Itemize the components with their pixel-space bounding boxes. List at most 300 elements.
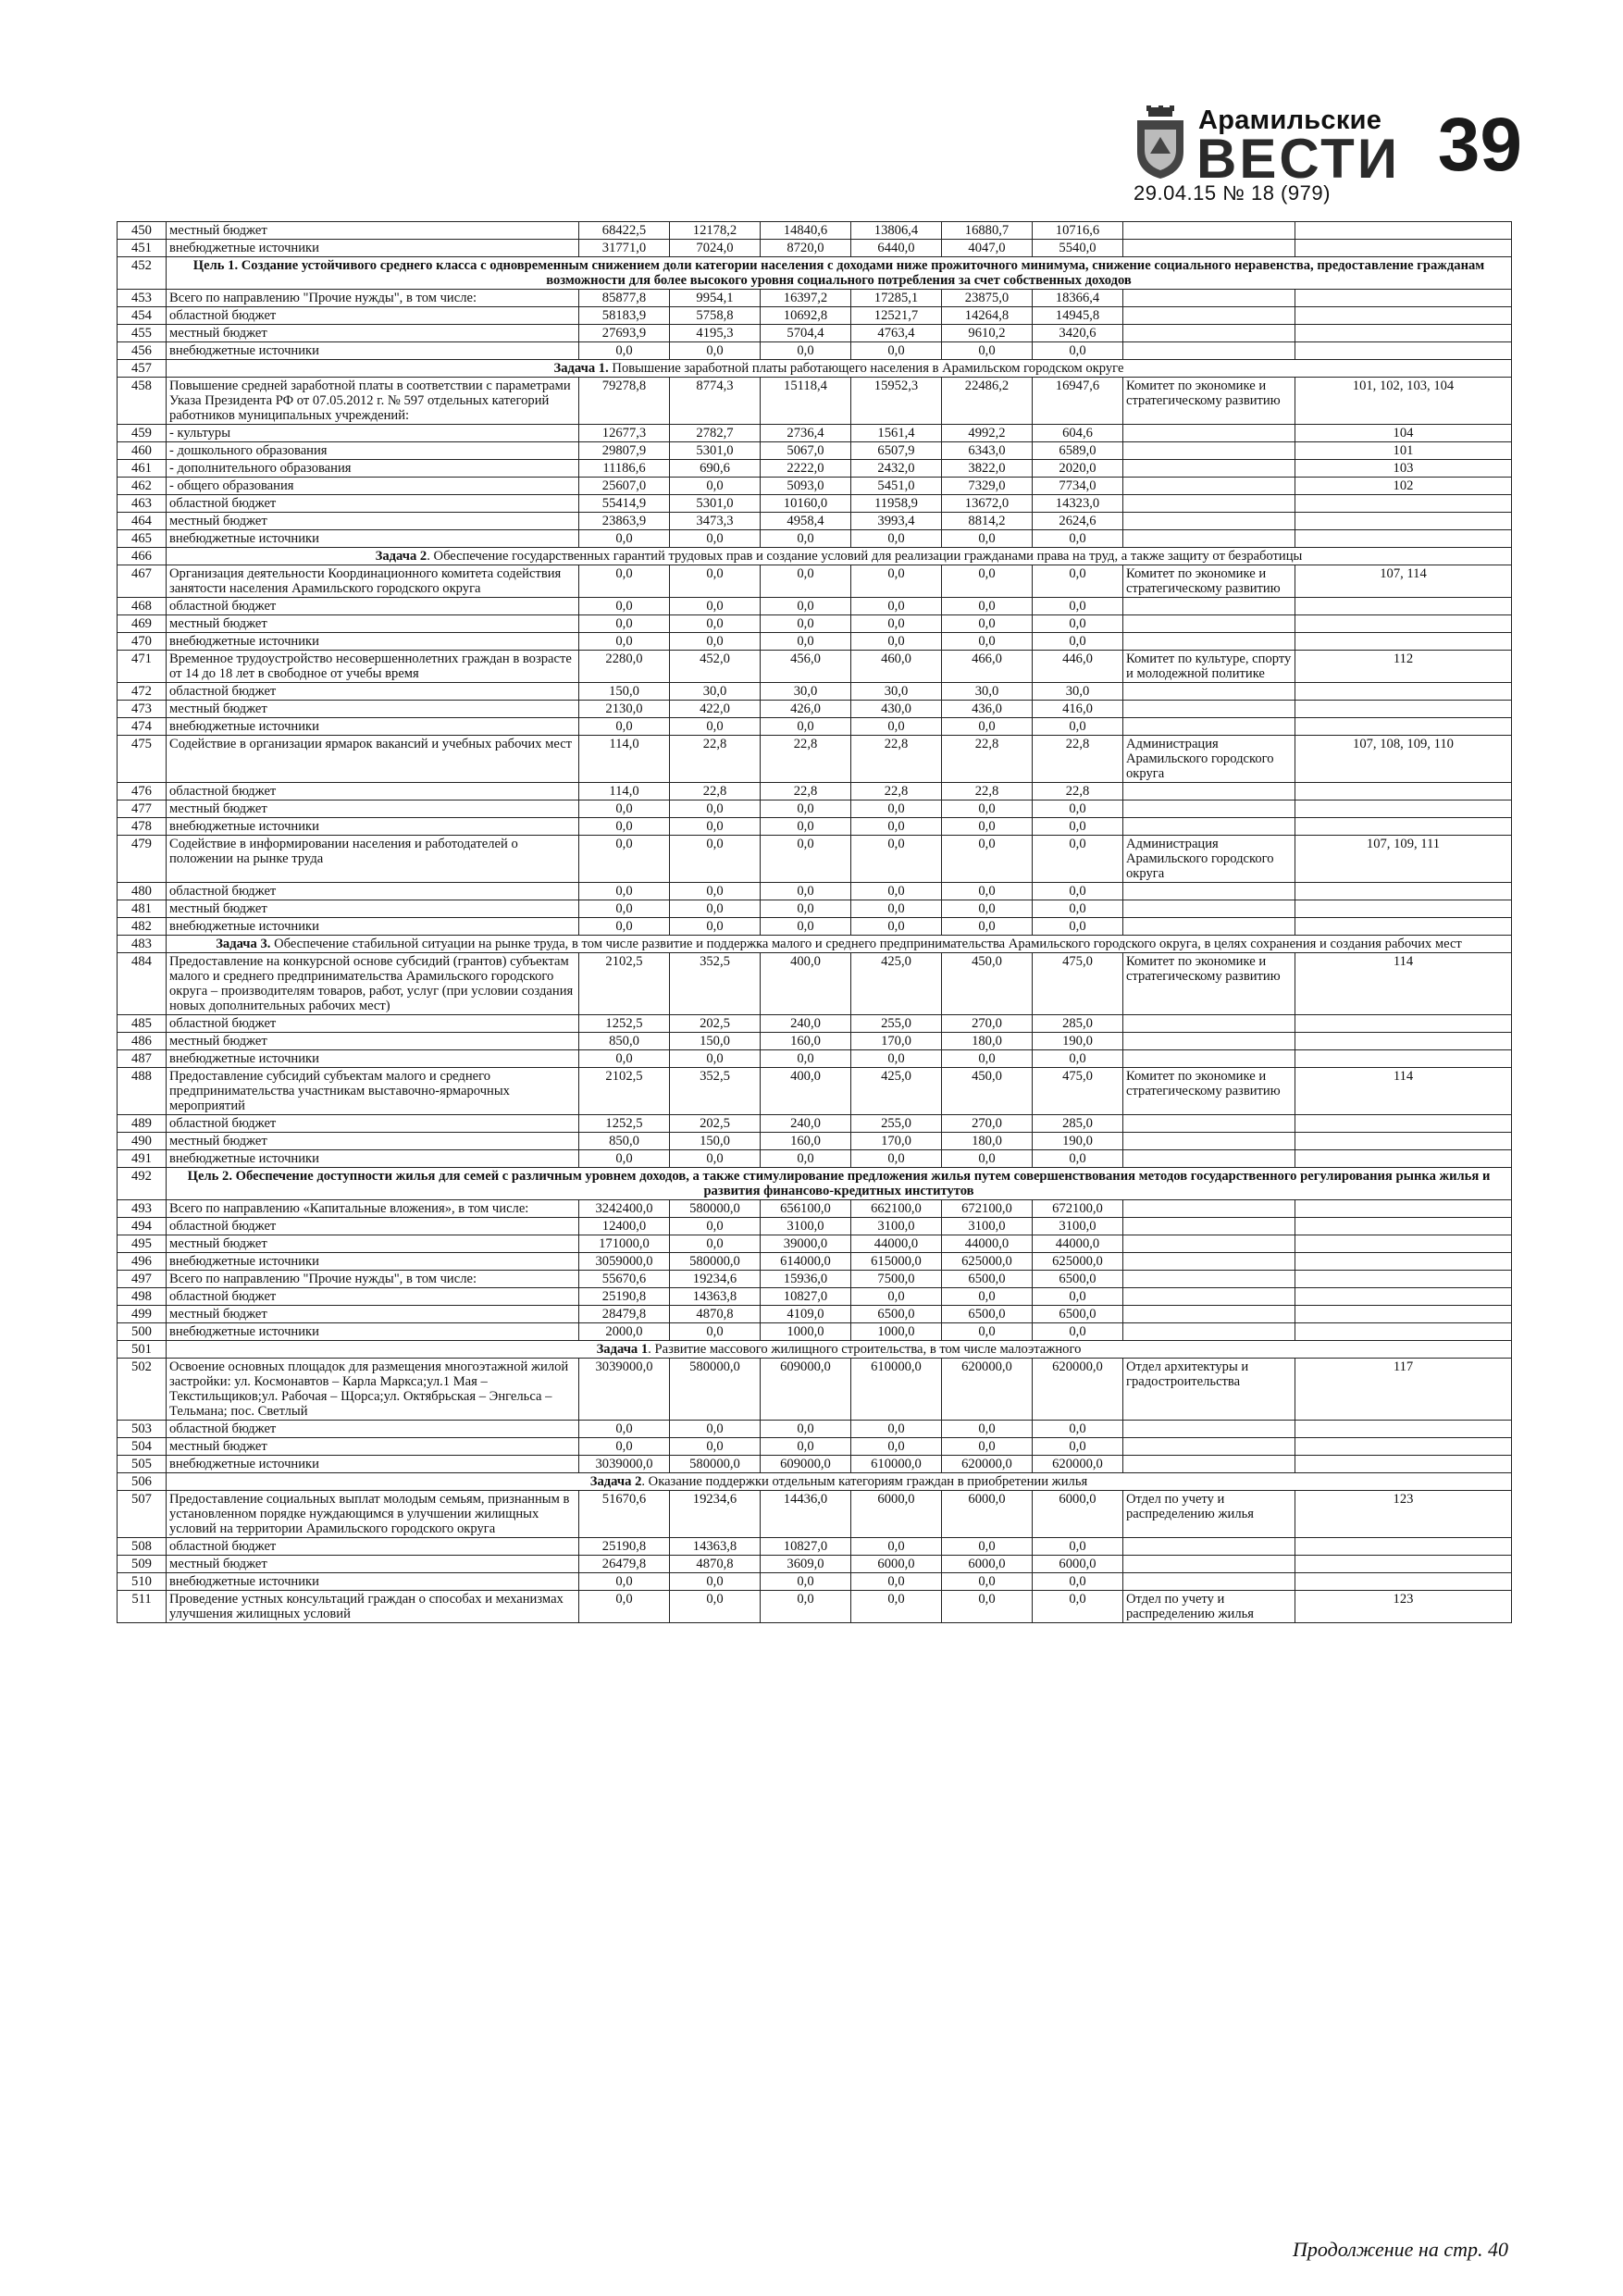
value-cell: 0,0 [670,478,761,495]
description-cell: Временное трудоустройство несовершеннолетних граждан в возрасте от 14 до 18 лет в свободное от учебы время [167,651,579,683]
row-number-cell: 483 [118,936,167,953]
row-number-cell: 498 [118,1288,167,1306]
goal-cell: Цель 2. Обеспечение доступности жилья для семей с различным уровнем доходов, а также стимулирование предложения жилья путем совершенствования методов государственного регулирования рынка жилья и развития финансово-кредитных институтов [167,1168,1512,1200]
value-cell: 2020,0 [1033,460,1123,478]
value-cell: 6500,0 [1033,1306,1123,1323]
table-row [118,883,1512,900]
row-number-cell: 473 [118,701,167,718]
value-cell: 7329,0 [942,478,1033,495]
value-cell: 0,0 [851,918,942,936]
value-cell: 3100,0 [761,1218,851,1235]
value-cell: 14436,0 [761,1491,851,1538]
value-cell: 12677,3 [579,425,670,442]
value-cell: 9954,1 [670,290,761,307]
executor-cell [1123,1050,1295,1068]
target-indicator-cell [1295,290,1512,307]
row-number-cell: 503 [118,1421,167,1438]
target-indicator-cell [1295,1323,1512,1341]
table-row [118,307,1512,325]
value-cell: 3100,0 [1033,1218,1123,1235]
value-cell: 0,0 [761,1573,851,1591]
value-cell: 416,0 [1033,701,1123,718]
value-cell: 352,5 [670,1068,761,1115]
description-cell: местный бюджет [167,325,579,342]
row-number-cell: 505 [118,1456,167,1473]
value-cell: 0,0 [851,342,942,360]
value-cell: 0,0 [942,1288,1033,1306]
value-cell: 14945,8 [1033,307,1123,325]
executor-cell: Администрация Арамильского городского округа [1123,836,1295,883]
value-cell: 4870,8 [670,1556,761,1573]
row-number-cell: 468 [118,598,167,615]
target-indicator-cell: 107, 114 [1295,565,1512,598]
target-indicator-cell [1295,1288,1512,1306]
value-cell: 44000,0 [851,1235,942,1253]
value-cell: 850,0 [579,1133,670,1150]
value-cell: 0,0 [1033,1573,1123,1591]
value-cell: 68422,5 [579,222,670,240]
description-cell: Всего по направлению «Капитальные вложения», в том числе: [167,1200,579,1218]
value-cell: 8814,2 [942,513,1033,530]
value-cell: 10827,0 [761,1538,851,1556]
value-cell: 3100,0 [851,1218,942,1235]
description-cell: местный бюджет [167,1438,579,1456]
target-indicator-cell: 107, 108, 109, 110 [1295,736,1512,783]
value-cell: 85877,8 [579,290,670,307]
value-cell: 6500,0 [851,1306,942,1323]
value-cell: 0,0 [1033,883,1123,900]
value-cell: 11186,6 [579,460,670,478]
value-cell: 0,0 [761,633,851,651]
value-cell: 14323,0 [1033,495,1123,513]
value-cell: 0,0 [761,1438,851,1456]
value-cell: 5067,0 [761,442,851,460]
value-cell: 30,0 [942,683,1033,701]
value-cell: 422,0 [670,701,761,718]
description-cell: Содействие в информировании населения и работодателей о положении на рынке труда [167,836,579,883]
table-row [118,701,1512,718]
value-cell: 14363,8 [670,1288,761,1306]
row-number-cell: 472 [118,683,167,701]
value-cell: 580000,0 [670,1456,761,1473]
row-number-cell: 453 [118,290,167,307]
value-cell: 625000,0 [1033,1253,1123,1271]
target-indicator-cell: 107, 109, 111 [1295,836,1512,883]
value-cell: 160,0 [761,1133,851,1150]
target-indicator-cell [1295,1538,1512,1556]
value-cell: 0,0 [851,615,942,633]
value-cell: 0,0 [761,836,851,883]
executor-cell [1123,530,1295,548]
value-cell: 0,0 [579,530,670,548]
table-row [118,1491,1512,1538]
task-label: Задача 1. [553,361,609,376]
value-cell: 0,0 [670,598,761,615]
value-cell: 0,0 [851,1288,942,1306]
value-cell: 22486,2 [942,378,1033,425]
executor-cell [1123,1150,1295,1168]
value-cell: 620000,0 [942,1456,1033,1473]
value-cell: 5093,0 [761,478,851,495]
value-cell: 425,0 [851,953,942,1015]
description-cell: местный бюджет [167,1033,579,1050]
value-cell: 460,0 [851,651,942,683]
executor-cell [1123,442,1295,460]
value-cell: 0,0 [942,565,1033,598]
value-cell: 0,0 [1033,1050,1123,1068]
value-cell: 0,0 [942,342,1033,360]
value-cell: 672100,0 [1033,1200,1123,1218]
table-row [118,1359,1512,1421]
target-indicator-cell: 114 [1295,953,1512,1015]
target-indicator-cell: 112 [1295,651,1512,683]
value-cell: 6500,0 [942,1271,1033,1288]
value-cell: 0,0 [942,1573,1033,1591]
value-cell: 0,0 [942,1421,1033,1438]
value-cell: 22,8 [942,736,1033,783]
target-indicator-cell [1295,1235,1512,1253]
value-cell: 4958,4 [761,513,851,530]
executor-cell [1123,883,1295,900]
value-cell: 44000,0 [1033,1235,1123,1253]
value-cell: 0,0 [1033,800,1123,818]
target-indicator-cell [1295,701,1512,718]
value-cell: 202,5 [670,1115,761,1133]
value-cell: 160,0 [761,1033,851,1050]
executor-cell [1123,800,1295,818]
executor-cell [1123,1200,1295,1218]
value-cell: 22,8 [851,736,942,783]
target-indicator-cell: 102 [1295,478,1512,495]
executor-cell [1123,495,1295,513]
value-cell: 25190,8 [579,1538,670,1556]
value-cell: 0,0 [1033,918,1123,936]
target-indicator-cell [1295,342,1512,360]
value-cell: 0,0 [761,818,851,836]
executor-cell [1123,1015,1295,1033]
value-cell: 0,0 [942,1438,1033,1456]
description-cell: областной бюджет [167,683,579,701]
value-cell: 0,0 [851,1438,942,1456]
value-cell: 6507,9 [851,442,942,460]
task-cell [167,360,1512,378]
executor-cell [1123,513,1295,530]
executor-cell [1123,342,1295,360]
value-cell: 240,0 [761,1115,851,1133]
value-cell: 609000,0 [761,1456,851,1473]
value-cell: 0,0 [670,1438,761,1456]
row-number-cell: 457 [118,360,167,378]
description-cell: областной бюджет [167,598,579,615]
target-indicator-cell [1295,900,1512,918]
value-cell: 0,0 [670,1235,761,1253]
table-row [118,1218,1512,1235]
value-cell: 0,0 [1033,615,1123,633]
row-number-cell: 489 [118,1115,167,1133]
description-cell: внебюджетные источники [167,918,579,936]
value-cell: 114,0 [579,736,670,783]
description-cell: Проведение устных консультаций граждан о способах и механизмах улучшения жилищных условий [167,1591,579,1623]
value-cell: 170,0 [851,1133,942,1150]
task-cell [167,1341,1512,1359]
target-indicator-cell: 101, 102, 103, 104 [1295,378,1512,425]
target-indicator-cell [1295,307,1512,325]
table-row [118,1115,1512,1133]
executor-cell: Комитет по экономике и стратегическому развитию [1123,378,1295,425]
description-cell: местный бюджет [167,900,579,918]
value-cell: 0,0 [1033,1323,1123,1341]
target-indicator-cell [1295,1456,1512,1473]
target-indicator-cell [1295,683,1512,701]
value-cell: 10716,6 [1033,222,1123,240]
value-cell: 0,0 [1033,342,1123,360]
value-cell: 202,5 [670,1015,761,1033]
value-cell: 2280,0 [579,651,670,683]
table-row [118,1538,1512,1556]
table-row [118,1591,1512,1623]
table-row [118,1033,1512,1050]
row-number-cell: 496 [118,1253,167,1271]
value-cell: 3039000,0 [579,1456,670,1473]
description-cell: Организация деятельности Координационного комитета содействия занятости населения Арамильского городского округа [167,565,579,598]
value-cell: 0,0 [1033,1288,1123,1306]
task-text: . Обеспечение государственных гарантий трудовых прав и создание условий для реализации гражданами права на труд, а также защиту от безработицы [427,549,1303,564]
row-number-cell: 464 [118,513,167,530]
value-cell: 0,0 [942,633,1033,651]
value-cell: 400,0 [761,953,851,1015]
value-cell: 0,0 [579,918,670,936]
executor-cell [1123,1033,1295,1050]
value-cell: 0,0 [670,615,761,633]
row-number-cell: 497 [118,1271,167,1288]
table-row [118,836,1512,883]
table-row [118,1306,1512,1323]
table-row [118,342,1512,360]
target-indicator-cell [1295,718,1512,736]
coat-of-arms-icon [1134,105,1187,180]
description-cell: внебюджетные источники [167,530,579,548]
value-cell: 436,0 [942,701,1033,718]
description-cell: внебюджетные источники [167,1150,579,1168]
value-cell: 114,0 [579,783,670,800]
target-indicator-cell: 104 [1295,425,1512,442]
value-cell: 0,0 [670,836,761,883]
value-cell: 610000,0 [851,1456,942,1473]
value-cell: 0,0 [851,883,942,900]
task-text: . Оказание поддержки отдельным категориям граждан в приобретении жилья [641,1474,1088,1489]
description-cell: внебюджетные источники [167,342,579,360]
value-cell: 0,0 [670,900,761,918]
target-indicator-cell: 123 [1295,1591,1512,1623]
executor-cell [1123,683,1295,701]
table-row [118,530,1512,548]
value-cell: 19234,6 [670,1491,761,1538]
value-cell: 615000,0 [851,1253,942,1271]
task-text: Обеспечение стабильной ситуации на рынке труда, в том числе развитие и поддержка малого и среднего предпринимательства Арамильского городского округа, в целях сохранения и создания рабочих мест [270,937,1462,951]
value-cell: 0,0 [851,1538,942,1556]
value-cell: 22,8 [670,783,761,800]
executor-cell: Комитет по экономике и стратегическому развитию [1123,953,1295,1015]
table-row [118,1133,1512,1150]
value-cell: 16397,2 [761,290,851,307]
description-cell: областной бюджет [167,1115,579,1133]
value-cell: 0,0 [670,818,761,836]
value-cell: 255,0 [851,1015,942,1033]
table-row [118,1421,1512,1438]
description-cell: внебюджетные источники [167,818,579,836]
row-number-cell: 450 [118,222,167,240]
table-row [118,495,1512,513]
goal-row [118,1168,1512,1200]
target-indicator-cell [1295,1015,1512,1033]
value-cell: 30,0 [670,683,761,701]
value-cell: 0,0 [942,615,1033,633]
executor-cell [1123,598,1295,615]
value-cell: 58183,9 [579,307,670,325]
executor-cell [1123,633,1295,651]
value-cell: 466,0 [942,651,1033,683]
value-cell: 0,0 [670,883,761,900]
value-cell: 6000,0 [851,1491,942,1538]
value-cell: 6440,0 [851,240,942,257]
row-number-cell: 471 [118,651,167,683]
value-cell: 25190,8 [579,1288,670,1306]
value-cell: 0,0 [1033,900,1123,918]
value-cell: 2000,0 [579,1323,670,1341]
value-cell: 3039000,0 [579,1359,670,1421]
executor-cell [1123,1271,1295,1288]
value-cell: 17285,1 [851,290,942,307]
target-indicator-cell [1295,1150,1512,1168]
row-number-cell: 481 [118,900,167,918]
row-number-cell: 491 [118,1150,167,1168]
target-indicator-cell [1295,1253,1512,1271]
value-cell: 6500,0 [1033,1271,1123,1288]
executor-cell [1123,1288,1295,1306]
value-cell: 0,0 [942,530,1033,548]
table-row [118,736,1512,783]
value-cell: 12178,2 [670,222,761,240]
task-cell [167,548,1512,565]
row-number-cell: 484 [118,953,167,1015]
table-row [118,783,1512,800]
value-cell: 2130,0 [579,701,670,718]
row-number-cell: 507 [118,1491,167,1538]
value-cell: 0,0 [761,598,851,615]
target-indicator-cell [1295,1421,1512,1438]
value-cell: 5704,4 [761,325,851,342]
row-number-cell: 479 [118,836,167,883]
value-cell: 14363,8 [670,1538,761,1556]
value-cell: 430,0 [851,701,942,718]
value-cell: 446,0 [1033,651,1123,683]
value-cell: 1252,5 [579,1115,670,1133]
brand-small: Арамильские [1198,105,1382,135]
task-label: Задача 2 [589,1474,642,1489]
value-cell: 4109,0 [761,1306,851,1323]
value-cell: 23863,9 [579,513,670,530]
task-text: . Развитие массового жилищного строительства, в том числе малоэтажного [648,1342,1082,1357]
row-number-cell: 474 [118,718,167,736]
value-cell: 0,0 [670,800,761,818]
target-indicator-cell [1295,818,1512,836]
value-cell: 79278,8 [579,378,670,425]
value-cell: 16947,6 [1033,378,1123,425]
value-cell: 0,0 [761,615,851,633]
executor-cell [1123,615,1295,633]
value-cell: 51670,6 [579,1491,670,1538]
value-cell: 620000,0 [1033,1456,1123,1473]
value-cell: 0,0 [1033,836,1123,883]
task-row [118,1341,1512,1359]
value-cell: 5451,0 [851,478,942,495]
value-cell: 580000,0 [670,1359,761,1421]
table-row [118,651,1512,683]
executor-cell: Комитет по экономике и стратегическому развитию [1123,565,1295,598]
value-cell: 0,0 [579,836,670,883]
table-row [118,953,1512,1015]
description-cell: местный бюджет [167,1235,579,1253]
value-cell: 0,0 [851,718,942,736]
brand-title: ВЕСТИ [1196,128,1400,190]
value-cell: 12521,7 [851,307,942,325]
task-row [118,936,1512,953]
value-cell: 656100,0 [761,1200,851,1218]
description-cell: областной бюджет [167,307,579,325]
value-cell: 0,0 [579,718,670,736]
description-cell: Всего по направлению "Прочие нужды", в том числе: [167,290,579,307]
table-row [118,1323,1512,1341]
description-cell: местный бюджет [167,800,579,818]
executor-cell [1123,701,1295,718]
executor-cell: Отдел по учету и распределению жилья [1123,1591,1295,1623]
value-cell: 609000,0 [761,1359,851,1421]
table-row [118,1271,1512,1288]
description-cell: областной бюджет [167,1015,579,1033]
value-cell: 285,0 [1033,1115,1123,1133]
value-cell: 0,0 [942,818,1033,836]
value-cell: 7734,0 [1033,478,1123,495]
target-indicator-cell [1295,1033,1512,1050]
value-cell: 0,0 [670,918,761,936]
executor-cell [1123,1235,1295,1253]
description-cell: областной бюджет [167,1218,579,1235]
value-cell: 8774,3 [670,378,761,425]
target-indicator-cell: 117 [1295,1359,1512,1421]
target-indicator-cell: 123 [1295,1491,1512,1538]
value-cell: 6000,0 [851,1556,942,1573]
value-cell: 10160,0 [761,495,851,513]
target-indicator-cell [1295,240,1512,257]
description-cell: внебюджетные источники [167,240,579,257]
value-cell: 604,6 [1033,425,1123,442]
executor-cell [1123,307,1295,325]
value-cell: 270,0 [942,1015,1033,1033]
task-cell [167,1473,1512,1491]
executor-cell [1123,1306,1295,1323]
value-cell: 9610,2 [942,325,1033,342]
description-cell: областной бюджет [167,883,579,900]
target-indicator-cell [1295,918,1512,936]
description-cell: местный бюджет [167,513,579,530]
value-cell: 690,6 [670,460,761,478]
value-cell: 0,0 [761,1421,851,1438]
value-cell: 19234,6 [670,1271,761,1288]
value-cell: 0,0 [761,883,851,900]
value-cell: 0,0 [1033,1150,1123,1168]
row-number-cell: 492 [118,1168,167,1200]
executor-cell [1123,325,1295,342]
